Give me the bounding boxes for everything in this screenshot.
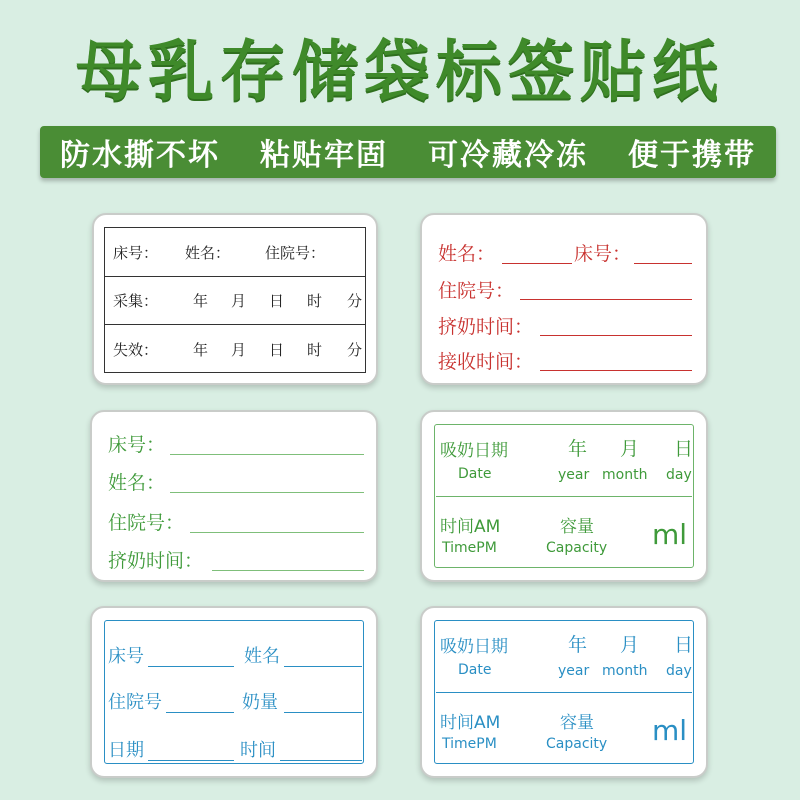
time-pm-label: TimePM — [442, 540, 497, 556]
expire-label: 失效： — [113, 340, 159, 359]
feature-portable: 便于携带 — [628, 138, 756, 173]
name-label: 姓名 — [244, 646, 280, 667]
time-am-label: 时间AM — [440, 517, 501, 537]
minute-label: 分 — [347, 340, 363, 359]
pump-time-line — [212, 570, 364, 571]
bed-line — [170, 454, 364, 455]
time-pm-label: TimePM — [442, 736, 497, 752]
date-line — [148, 760, 234, 761]
name-label: 姓名： — [438, 243, 496, 265]
year-en-label: year — [558, 467, 590, 483]
divider — [436, 496, 692, 497]
month-label: 月 — [620, 634, 640, 656]
collect-label: 采集： — [113, 291, 159, 310]
hour-label: 时 — [307, 340, 323, 359]
label-table — [104, 227, 366, 373]
day-label: 日 — [269, 291, 285, 310]
capacity-label: 容量 — [560, 713, 594, 733]
day-en-label: day — [666, 467, 692, 483]
hospital-number-label: 住院号： — [265, 243, 326, 262]
month-label: 月 — [231, 291, 247, 310]
label-card-blue — [90, 606, 378, 778]
name-line — [170, 492, 364, 493]
year-en-label: year — [558, 663, 590, 679]
time-label: 时间 — [240, 740, 276, 761]
month-en-label: month — [602, 663, 648, 679]
divider — [436, 692, 692, 693]
month-label: 月 — [620, 438, 640, 460]
date-en-label: Date — [458, 662, 492, 678]
bed-line — [148, 666, 234, 667]
time-am-label: 时间AM — [440, 713, 501, 733]
date-en-label: Date — [458, 466, 492, 482]
label-card-red — [420, 213, 708, 385]
day-label: 日 — [674, 634, 694, 656]
day-en-label: day — [666, 663, 692, 679]
capacity-en-label: Capacity — [546, 540, 608, 556]
name-line — [284, 666, 362, 667]
name-label: 姓名： — [108, 472, 166, 494]
milk-amount-line — [284, 712, 362, 713]
hospital-number-label: 住院号： — [108, 512, 185, 534]
day-label: 日 — [269, 340, 285, 359]
minute-label: 分 — [347, 291, 363, 310]
month-label: 月 — [231, 340, 247, 359]
receive-time-line — [540, 370, 692, 371]
label-card-green-date — [420, 410, 708, 582]
year-label: 年 — [568, 634, 588, 656]
table-row — [105, 325, 365, 373]
ml-unit: ml — [652, 714, 688, 747]
label-card-green — [90, 410, 378, 582]
feature-sticky: 粘贴牢固 — [260, 138, 388, 173]
name-label: 姓名： — [185, 243, 231, 262]
hospital-number-label: 住院号： — [438, 280, 515, 302]
hospital-number-line — [190, 532, 364, 533]
year-label: 年 — [193, 291, 209, 310]
capacity-en-label: Capacity — [546, 736, 608, 752]
bed-label: 床号： — [574, 243, 632, 265]
pump-time-label: 挤奶时间： — [438, 316, 534, 338]
page-title: 母乳存储袋标签贴纸 — [76, 33, 724, 110]
capacity-label: 容量 — [560, 517, 594, 537]
hour-label: 时 — [307, 291, 323, 310]
pump-time-line — [540, 335, 692, 336]
receive-time-label: 接收时间： — [438, 351, 534, 373]
hospital-number-line — [166, 712, 234, 713]
year-label: 年 — [193, 340, 209, 359]
pump-date-label: 吸奶日期 — [440, 637, 508, 657]
bed-line — [634, 263, 692, 264]
milk-amount-label: 奶量 — [242, 692, 278, 713]
pump-date-label: 吸奶日期 — [440, 441, 508, 461]
bed-label: 床号： — [113, 243, 159, 262]
day-label: 日 — [674, 438, 694, 460]
name-line — [502, 263, 572, 264]
bed-label: 床号 — [108, 646, 144, 667]
hospital-number-line — [520, 299, 692, 300]
label-card-black-table — [92, 213, 378, 385]
time-line — [280, 760, 362, 761]
feature-banner — [40, 126, 776, 178]
hospital-number-label: 住院号 — [108, 692, 162, 713]
table-row — [105, 276, 365, 325]
date-label: 日期 — [108, 740, 144, 761]
ml-unit: ml — [652, 518, 688, 551]
label-card-blue-date — [420, 606, 708, 778]
pump-time-label: 挤奶时间： — [108, 550, 204, 572]
bed-label: 床号： — [108, 434, 166, 456]
month-en-label: month — [602, 467, 648, 483]
table-row — [105, 228, 365, 277]
feature-waterproof: 防水撕不坏 — [60, 138, 220, 173]
year-label: 年 — [568, 438, 588, 460]
feature-freezable: 可冷藏冷冻 — [428, 138, 588, 173]
